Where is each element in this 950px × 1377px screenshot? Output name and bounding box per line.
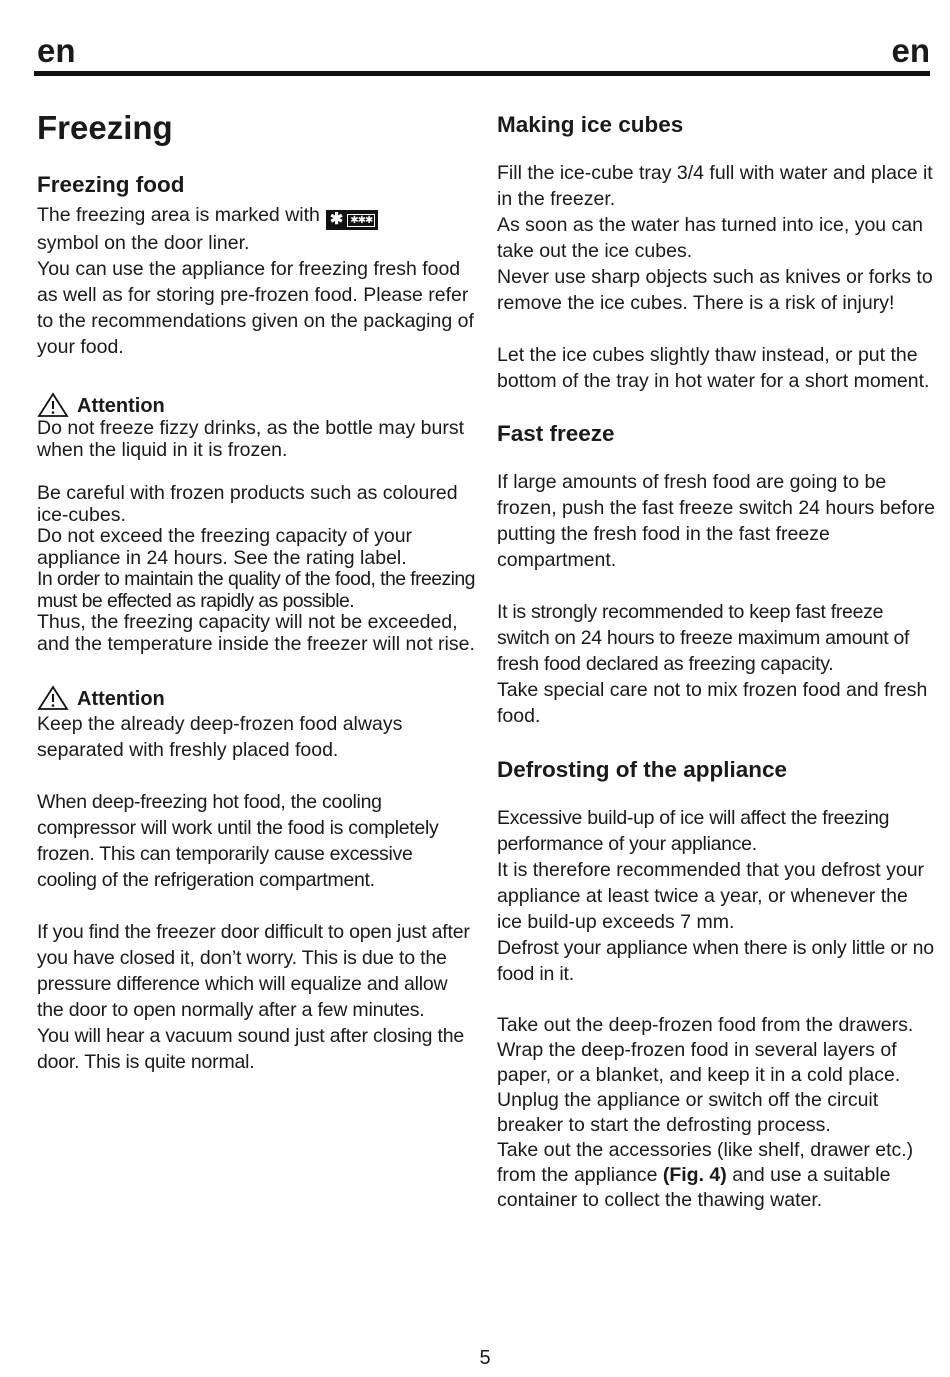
figure-reference: (Fig. 4): [662, 1164, 727, 1186]
attention-label-1: Attention: [77, 395, 165, 417]
paragraph-temperature: Thus, the freezing capacity will not be exceeded, and the temperature inside the freezer will not rise.: [37, 611, 475, 655]
paragraph-food-quality: In order to maintain the quality of the food, the freezing must be effected as rapidly as possible.: [37, 568, 475, 612]
warning-triangle-icon: [37, 685, 69, 711]
left-column: [37, 108, 477, 1075]
paragraph-freezing-area: [37, 202, 477, 256]
paragraph-defrost-take-out-food-text: Take out the deep-frozen food from the drawers. Wrap the deep-frozen food in several layers of paper, or a blanket, and keep it in a cold place.: [497, 1014, 914, 1086]
attention-heading-2: [37, 685, 477, 711]
paragraph-ice-sharp-objects: Never use sharp objects such as knives or forks to remove the ice cubes. There is a risk of injury!: [497, 266, 933, 314]
paragraph-defrost-take-out-food: [497, 1013, 937, 1088]
section-heading-fast-freeze: Fast freeze: [497, 421, 615, 446]
paragraph-ice-fill: Fill the ice-cube tray 3/4 full with water and place it in the freezer.: [497, 162, 933, 210]
paragraph-defrost-buildup: Excessive build-up of ice will affect the freezing performance of your appliance.: [497, 807, 890, 855]
paragraph-freezing-area-text: The freezing area is marked with: [37, 204, 320, 226]
paragraph-vacuum-sound: You will hear a vacuum sound just after closing the door. This is quite normal.: [37, 1025, 464, 1073]
paragraph-defrost-unplug: Unplug the appliance or switch off the circuit breaker to start the defrosting process.: [497, 1089, 879, 1136]
paragraph-ice-take-out: As soon as the water has turned into ice, you can take out the ice cubes.: [497, 214, 924, 262]
page-number: 5: [479, 1347, 491, 1369]
paragraph-fast-freeze-switch: If large amounts of fresh food are going to be frozen, push the fast freeze switch 24 hours before putting the fresh food in the fast freeze compartment.: [497, 471, 935, 571]
paragraph-door-difficult: If you find the freezer door difficult to open just after you have closed it, don’t worry. This is due to the pressure difference which will equalize and allow the door to open normally after a few minutes.: [37, 921, 470, 1021]
paragraph-defrost-accessories: [497, 1138, 937, 1213]
section-heading-ice-cubes: Making ice cubes: [497, 112, 684, 137]
right-column: [497, 108, 937, 1213]
paragraph-fast-freeze-recommendation: It is strongly recommended to keep fast freeze switch on 24 hours to freeze maximum amount of fresh food declared as freezing capacity.: [497, 601, 910, 675]
header-rule: [34, 71, 930, 76]
paragraph-defrost-accessories-text-2: and use a suitable container to collect the thawing water.: [497, 1164, 891, 1211]
section-heading-freezing-food: Freezing food: [37, 172, 185, 197]
freezer-star-symbol-icon: ✱ ✱✱✱: [326, 210, 379, 230]
language-label-right: en: [891, 32, 930, 69]
warning-triangle-icon: [37, 392, 69, 418]
paragraph-fast-freeze-care: Take special care not to mix frozen food and fresh food.: [497, 679, 928, 727]
attention-label-2: Attention: [77, 688, 165, 710]
attention-text-1: Do not freeze fizzy drinks, as the bottle may burst when the liquid in it is frozen.: [37, 417, 465, 461]
paragraph-freezing-area-text-2: symbol on the door liner.: [37, 232, 250, 254]
paragraph-usage: You can use the appliance for freezing fresh food as well as for storing pre-frozen food. Please refer to the recommendations given on the packaging of your food.: [37, 258, 474, 358]
paragraph-freezing-capacity: Do not exceed the freezing capacity of your appliance in 24 hours. See the rating label.: [37, 525, 413, 569]
paragraph-defrost-little-food: Defrost your appliance when there is only little or no food in it.: [497, 937, 934, 985]
paragraph-coloured-ice: Be careful with frozen products such as coloured ice-cubes.: [37, 482, 458, 526]
paragraph-hot-food: When deep-freezing hot food, the cooling compressor will work until the food is completely frozen. This can temporarily cause excessive cooling of the refrigeration compartment.: [37, 791, 439, 891]
paragraph-defrost-twice-a-year: It is therefore recommended that you defrost your appliance at least twice a year, or whenever the ice build-up exceeds 7 mm.: [497, 859, 925, 933]
section-heading-defrosting: Defrosting of the appliance: [497, 757, 788, 782]
paragraph-ice-thaw: Let the ice cubes slightly thaw instead, or put the bottom of the tray in hot water for a short moment.: [497, 344, 930, 392]
paragraph-defrost-accessories-text: Take out the accessories (like shelf, drawer etc.) from the appliance: [497, 1139, 914, 1186]
attention-text-2: Keep the already deep-frozen food always separated with freshly placed food.: [37, 713, 403, 761]
language-label-left: en: [37, 32, 76, 69]
attention-heading-1: [37, 392, 477, 418]
page-title: Freezing: [37, 109, 173, 146]
